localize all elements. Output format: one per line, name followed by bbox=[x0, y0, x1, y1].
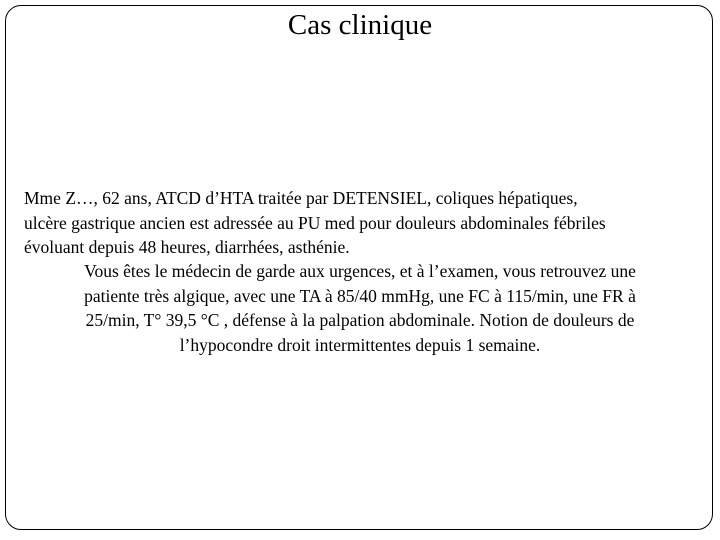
text-line: ulcère gastrique ancien est adressée au PU med pour douleurs abdominales fébriles bbox=[24, 212, 606, 233]
examination-paragraph bbox=[24, 259, 696, 357]
text-line: 25/min, T° 39,5 °C , défense à la palpation abdominale. Notion de douleurs de bbox=[85, 310, 635, 330]
case-history-paragraph bbox=[24, 186, 696, 260]
text-line: évoluant depuis 48 heures, diarrhées, asthénie. bbox=[24, 237, 350, 257]
text-line: patiente très algique, avec une TA à 85/40 mmHg, une FC à 115/min, une FR à bbox=[84, 285, 636, 306]
slide-title: Cas clinique bbox=[287, 9, 433, 41]
text-line: l’hypocondre droit intermittentes depuis 1 semaine. bbox=[179, 334, 541, 355]
text-line: Vous êtes le médecin de garde aux urgences, et à l’examen, vous retrouvez une bbox=[84, 261, 636, 281]
text-line: Mme Z…, 62 ans, ATCD d’HTA traitée par DETENSIEL, coliques hépatiques, bbox=[24, 188, 578, 208]
